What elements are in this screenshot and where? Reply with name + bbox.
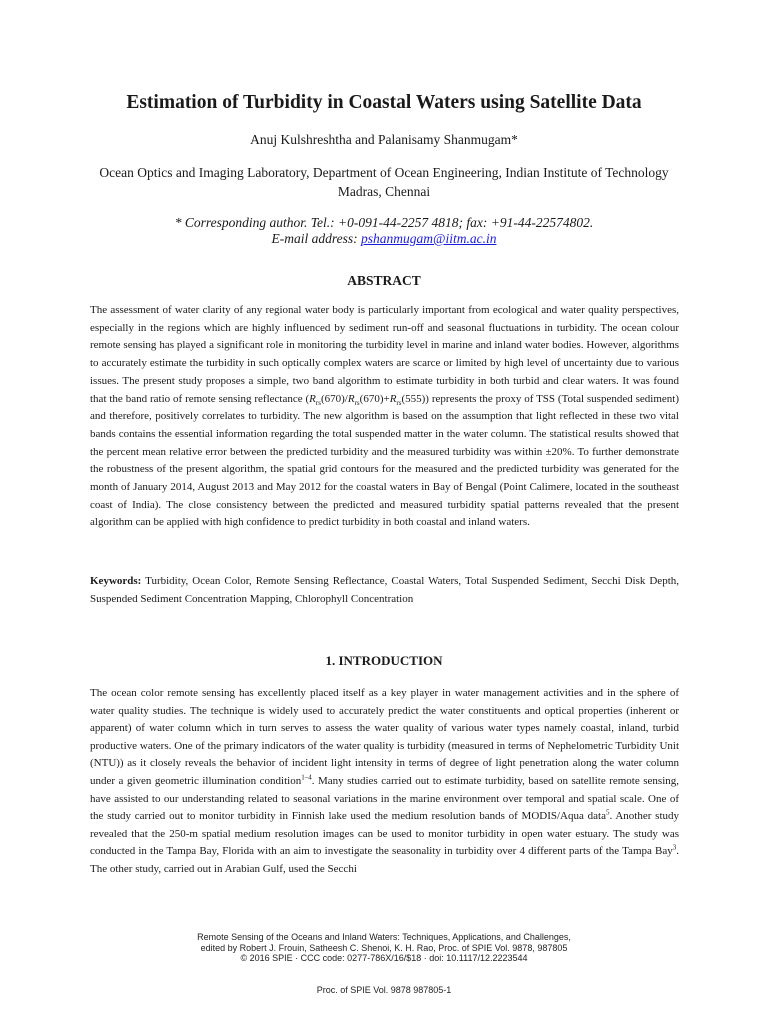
corresponding-author-contact: * Corresponding author. Tel.: +0-091-44-2257 4818; fax: +91-44-22574802. — [174, 215, 594, 230]
intro-text-2: . Many studies carried out to estimate turbidity, based on satellite remote sensing, have assisted to our understanding related to seasonal variations in the marine environment over temporal and spatial scale. One of the study carried out to monitor turbidity in Finnish lake used the medium resolution bands of MODIS/Aqua data — [90, 774, 679, 823]
abstract-body — [90, 302, 679, 532]
citation-ref: 3 — [672, 843, 677, 852]
intro-text-1: The ocean color remote sensing has excellently placed itself as a key player in water management activities and in the sphere of water quality studies. The technique is widely used to accurately predict the water constituents and optical properties (inherent or apparent) of water column which in turn serves to assess the water quality of various water types namely coastal, inland, turbid productive waters. One of the primary indicators of the water quality is turbidity (measured in terms of Nephelometric Turbidity Unit (NTU)) as it closely reveals the behavior of incident light intensity in terms of degree of light penetration along the water column under a given geometric illumination condition — [90, 687, 679, 787]
footer-line-3: © 2016 SPIE · CCC code: 0277-786X/16/$18 · doi: 10.1117/12.2223544 — [240, 953, 528, 963]
formula-part-1: (670)/ — [320, 392, 348, 405]
abstract-text-end: represents the proxy of TSS (Total suspended sediment) and therefore, positively correlates to turbidity. The new algorithm is based on the assumption that light reflected in these two vital bands contains the essential information regarding the total suspended matter in the water column. The statistical results showed that the percent mean relative error between the predicted turbidity and the measured turbidity was within ±20%. To further demonstrate the robustness of the present algorithm, the spatial grid contours for the measured and the predicted turbidity was generated for the month of January 2014, August 2013 and May 2012 for the coastal waters in Bay of Bengal (Point Calimere, located in the southeast coast of India). The close consistency between the predicted and measured turbidity spatial patterns revealed that the present algorithm can be applied with high confidence to predict turbidity in both coastal and inland waters. — [90, 392, 679, 529]
paper-title: Estimation of Turbidity in Coastal Waters using Satellite Data — [126, 92, 642, 113]
intro-text-4: . The other study, carried out in Arabian Gulf, used the Secchi — [90, 845, 679, 875]
formula-r-2: R — [347, 392, 355, 405]
formula-r-1: R — [309, 392, 316, 405]
footer-line-2: edited by Robert J. Frouin, Satheesh C. Shenoi, K. H. Rao, Proc. of SPIE Vol. 9878, 987805 — [200, 942, 568, 953]
intro-text-3: . Another study revealed that the 250-m spatial medium resolution images can be used to monitor turbidity in open water estuary. The study was conducted in the Tampa Bay, Florida with an aim to investigate the seasonality in turbidity over 4 different parts of the Tampa Bay — [90, 810, 680, 858]
author-list: Anuj Kulshreshtha and Palanisamy Shanmugam* — [250, 132, 518, 147]
citation-ref: 1–4 — [301, 773, 312, 782]
formula-sub-1: rs — [315, 398, 321, 407]
corresponding-author-block — [60, 215, 708, 247]
abstract-text-start: The assessment of water clarity of any regional water body is particularly important from ecological and water quality perspectives, especially in the regions which are highly influenced by sediment run-off and seasonal fluctuations in turbidity. The ocean colour remote sensing has played a significant role in monitoring the turbidity level in marine and inland water bodies. However, algorithms to accurately estimate the turbidity in such optically complex waters are scarce or limited by high level of uncertainty due to various issues. The present study proposes a simple, two band algorithm to estimate turbidity in both turbid and clear waters. It was found that the band ratio of remote sensing reflectance ( — [90, 304, 679, 405]
publication-footer — [100, 932, 668, 964]
formula-part-3: (555)) — [401, 392, 429, 405]
formula-r-3: R — [389, 392, 397, 405]
citation-ref: 5 — [605, 808, 610, 817]
email-line — [60, 231, 708, 247]
formula-sub-2: rs — [354, 398, 360, 407]
formula-sub-3: rs — [396, 398, 402, 407]
keywords-text: Turbidity, Ocean Color, Remote Sensing Reflectance, Coastal Waters, Total Suspended Sediment, Secchi Disk Depth, Suspended Sediment Concentration Mapping, Chlorophyll Concentration — [90, 575, 679, 605]
abstract-heading: ABSTRACT — [347, 273, 421, 288]
affiliation: Ocean Optics and Imaging Laboratory, Department of Ocean Engineering, Indian Institute of Technology Madras, Chennai — [99, 165, 669, 199]
email-link[interactable]: pshanmugam@iitm.ac.in — [361, 231, 497, 246]
keywords-paragraph — [90, 573, 679, 608]
formula-part-2: (670)+ — [359, 392, 390, 405]
keywords-label: Keywords: — [90, 575, 142, 587]
introduction-body — [90, 685, 679, 879]
footer-line-1: Remote Sensing of the Oceans and Inland Waters: Techniques, Applications, and Challenges, — [197, 932, 571, 942]
page-number: Proc. of SPIE Vol. 9878 987805-1 — [316, 985, 452, 995]
email-label: E-mail address: — [271, 231, 362, 246]
section-heading-introduction: 1. INTRODUCTION — [325, 653, 443, 668]
